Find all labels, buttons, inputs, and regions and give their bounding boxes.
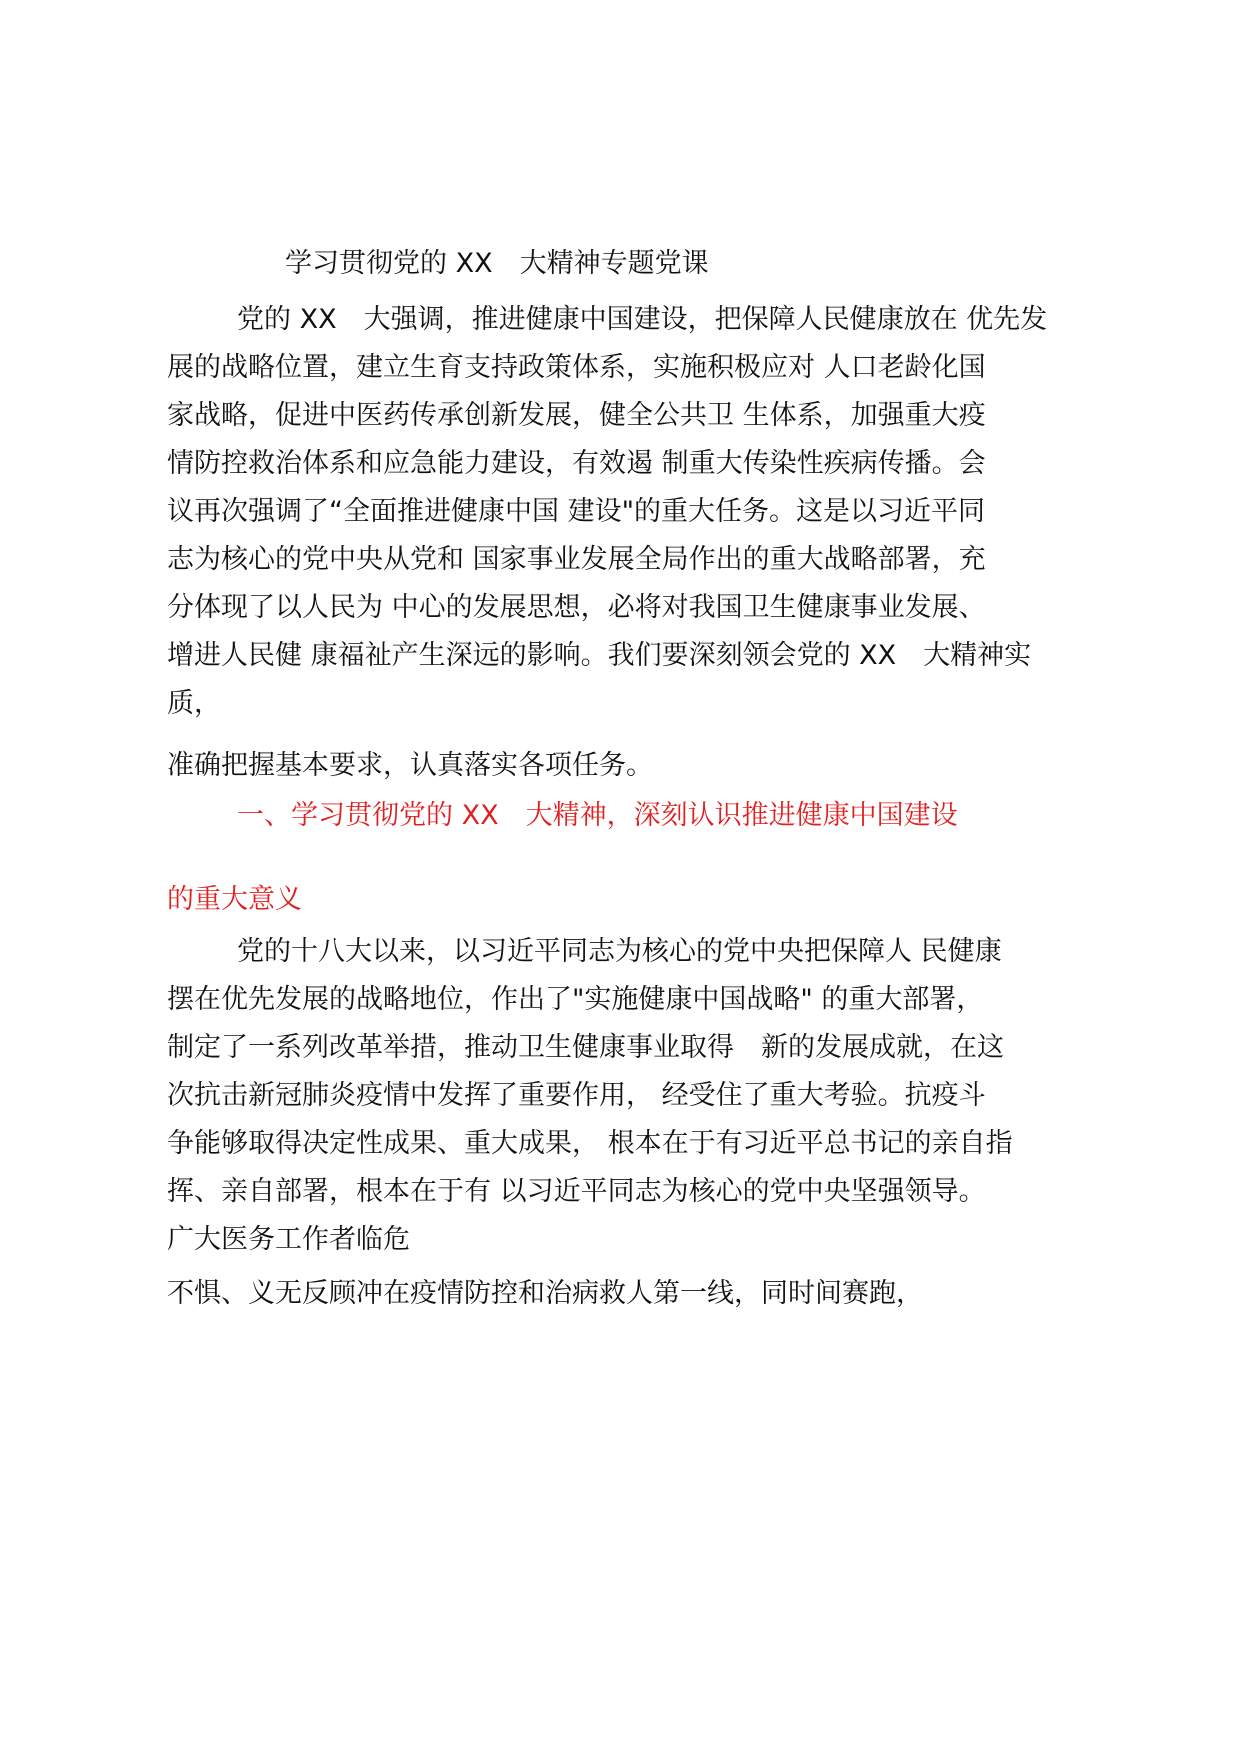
paragraph-line: 分体现了以人民为 中心的发展思想，必将对我国卫生健康事业发展、 — [167, 592, 986, 623]
paragraph-line: 不惧、义无反顾冲在疫情防控和治病救人第一线，同时间赛跑， — [167, 1278, 923, 1309]
section-heading-1 — [167, 792, 1087, 840]
paragraph-intro — [167, 296, 1087, 728]
paragraph-line: 广大医务工作者临危 — [167, 1224, 410, 1255]
paragraph-line: 增进人民健 康福祉产生深远的影响。我们要深刻领会党的 XX 大精神实 — [167, 640, 1032, 671]
paragraph-line: 党的 XX 大强调，推进健康中国建设，把保障人民健康放在 优先发 — [237, 304, 1048, 335]
paragraph-line: 情防控救治体系和应急能力建设，有效遏 制重大传染性疾病传播。会 — [167, 448, 986, 479]
paragraph-medical-workers — [167, 1270, 1087, 1318]
paragraph-line: 展的战略位置，建立生育支持政策体系，实施积极应对 人口老龄化国 — [167, 352, 986, 383]
paragraph-line: 次抗击新冠肺炎疫情中发挥了重要作用， 经受住了重大考验。抗疫斗 — [167, 1080, 986, 1111]
heading-line: 一、学习贯彻党的 XX 大精神，深刻认识推进健康中国建设 — [237, 800, 958, 831]
section-heading-1-continued — [167, 876, 1087, 924]
document-title: 学习贯彻党的 XX 大精神专题党课 — [285, 248, 709, 279]
heading-line: 的重大意义 — [167, 884, 302, 915]
paragraph-line: 质， — [167, 688, 221, 719]
paragraph-line: 制定了一系列改革举措，推动卫生健康事业取得 新的发展成就，在这 — [167, 1032, 1004, 1063]
paragraph-line: 党的十八大以来，以习近平同志为核心的党中央把保障人 民健康 — [237, 936, 1002, 967]
paragraph-line: 议再次强调了“全面推进健康中国 建设"的重大任务。这是以习近平同 — [167, 496, 985, 527]
paragraph-line: 家战略，促进中医药传承创新发展，健全公共卫 生体系，加强重大疫 — [167, 400, 986, 431]
paragraph-line: 争能够取得决定性成果、重大成果， 根本在于有习近平总书记的亲自指 — [167, 1128, 1013, 1159]
paragraph-requirements — [167, 742, 1087, 790]
paragraph-line: 挥、亲自部署，根本在于有 以习近平同志为核心的党中央坚强领导。 — [167, 1176, 986, 1207]
paragraph-significance — [167, 928, 1087, 1264]
paragraph-line: 志为核心的党中央从党和 国家事业发展全局作出的重大战略部署，充 — [167, 544, 986, 575]
paragraph-line: 摆在优先发展的战略地位，作出了"实施健康中国战略" 的重大部署， — [167, 984, 984, 1015]
paragraph-line: 准确把握基本要求，认真落实各项任务。 — [167, 750, 653, 781]
